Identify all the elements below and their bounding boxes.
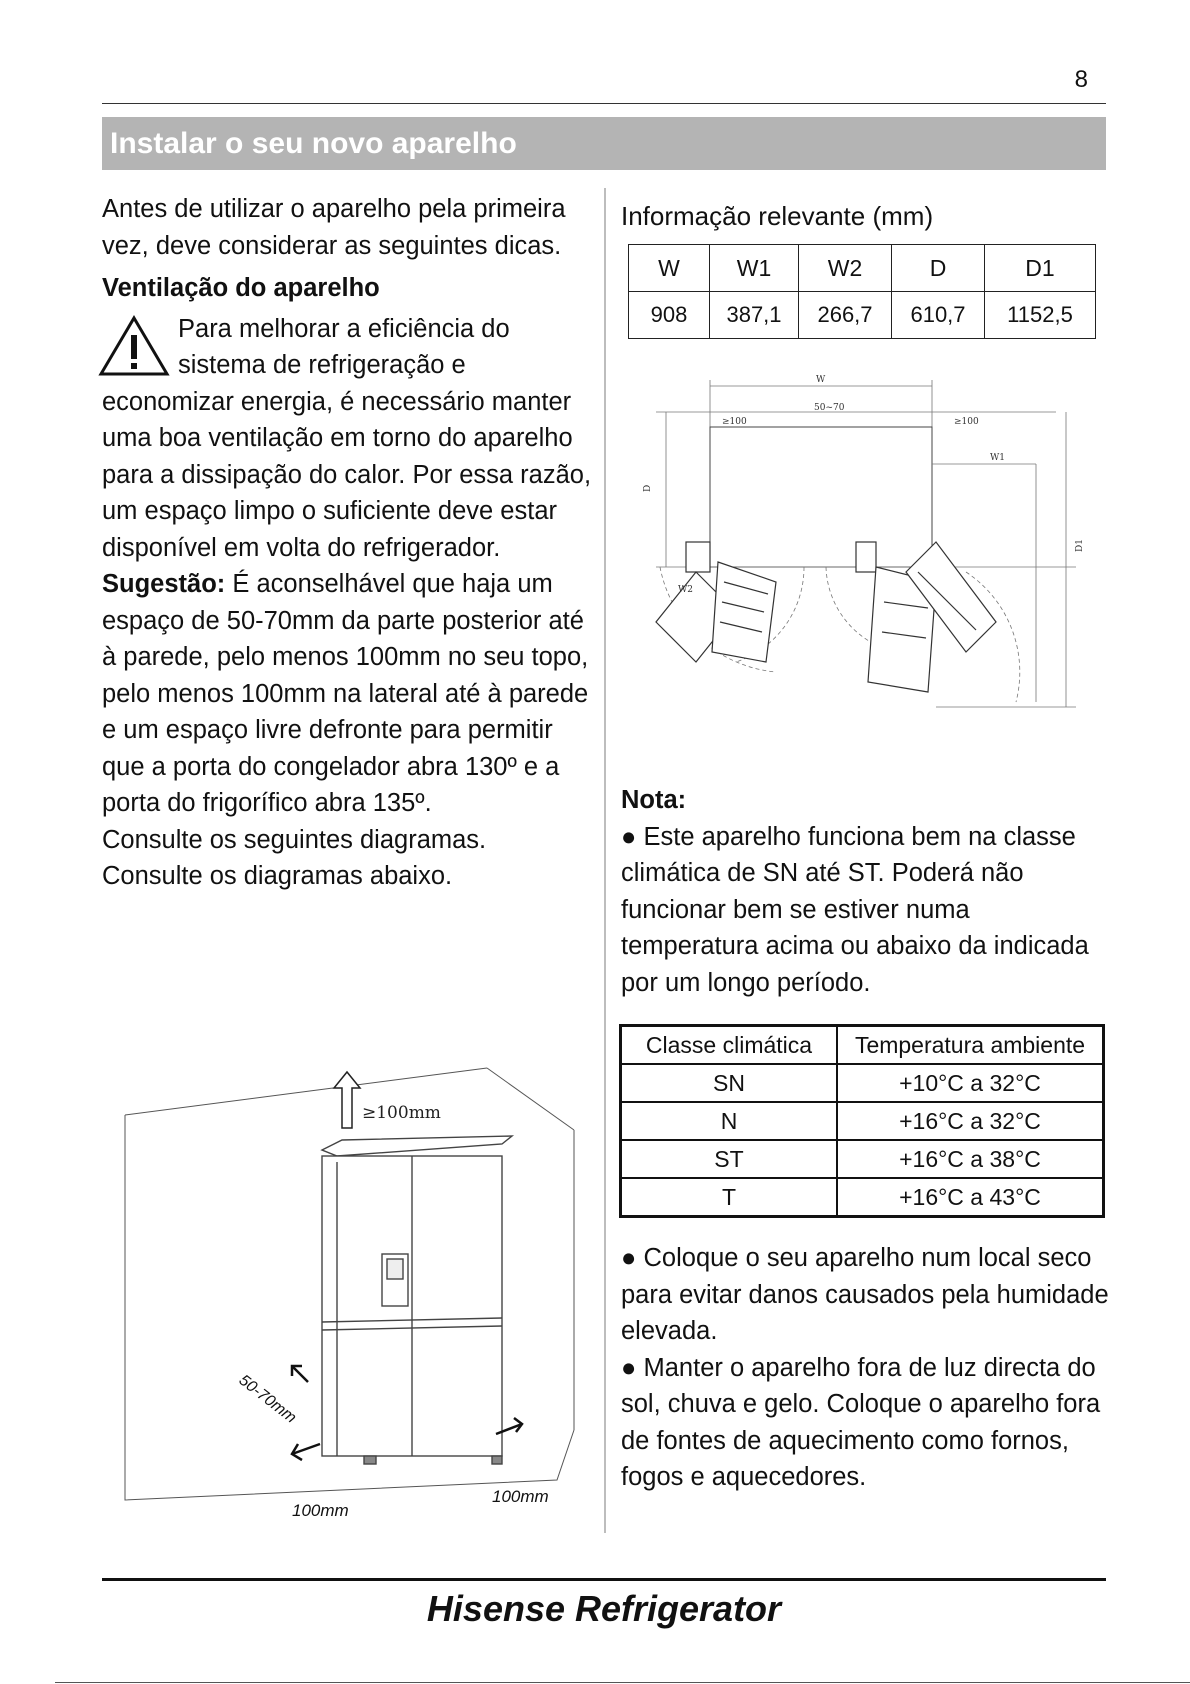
left-clearance-arrow — [292, 1444, 320, 1460]
dimensions-header-row — [629, 245, 1096, 292]
climate-class-cell: ST — [621, 1140, 838, 1178]
temperature-range-cell: +16°C a 43°C — [837, 1178, 1104, 1217]
back-clearance-label: 50-70mm — [235, 1371, 300, 1427]
tip-bullet-1 — [621, 1240, 1111, 1350]
tip-bullet-2 — [621, 1350, 1111, 1496]
intro-paragraph: Antes de utilizar o aparelho pela primeira vez, deve considerar as seguintes dicas. — [102, 195, 566, 260]
fridge-top-outline — [710, 427, 932, 567]
left-doors-open — [656, 542, 776, 662]
suggestion-text: É aconselhável que haja um espaço de 50-70mm da parte posterior até à parede, pelo menos 100mm no seu topo, pelo menos 100mm na lateral até à parede e um espaço livre defronte para permitir que a porta do congelador abra 130º e a porta do frigorífico abra 135º. — [102, 570, 589, 817]
dim-value-d: 610,7 — [892, 292, 985, 339]
dim-value-w1: 387,1 — [710, 292, 799, 339]
dimensions-title: Informação relevante (mm) — [621, 201, 934, 231]
warning-icon — [98, 315, 170, 377]
page-bottom-line — [55, 1682, 1190, 1683]
note-title: Nota: — [621, 786, 687, 814]
w2-dimension-label: W2 — [678, 585, 693, 595]
dim-header-d1: D1 — [985, 245, 1096, 292]
dimensions-value-row — [629, 292, 1096, 339]
left-clearance-label: 100mm — [292, 1501, 349, 1520]
d-dimension-label: D — [643, 484, 653, 492]
climate-header-class: Classe climática — [621, 1026, 838, 1065]
table-row — [621, 1064, 1104, 1102]
dimensions-table — [628, 244, 1096, 339]
dim-header-w: W — [629, 245, 710, 292]
page-number: 8 — [1074, 66, 1088, 93]
dim-value-d1: 1152,5 — [985, 292, 1096, 339]
w-dimension-label: W — [816, 375, 826, 385]
bullet-dot-icon: ● — [621, 822, 637, 851]
column-divider — [604, 188, 606, 1533]
consult-line-1: Consulte os seguintes diagramas. — [102, 825, 487, 854]
tip-bullet-1-text: Coloque o seu aparelho num local seco para evitar danos causados pela humidade elevada. — [621, 1244, 1109, 1345]
right-side-gap-label: ≥100 — [954, 417, 979, 427]
suggestion-label: Sugestão: — [102, 570, 226, 598]
climate-header-temperature: Temperatura ambiente — [837, 1026, 1104, 1065]
climate-class-cell: T — [621, 1178, 838, 1217]
dim-value-w2: 266,7 — [799, 292, 892, 339]
room-side-wall-top — [487, 1068, 574, 1130]
back-gap-label: 50~70 — [814, 403, 845, 413]
right-doors-open — [856, 542, 996, 692]
footer-rule — [102, 1578, 1106, 1581]
note-block — [621, 782, 1106, 1001]
brand-footer: Hisense Refrigerator — [426, 1588, 782, 1629]
climate-class-table — [619, 1024, 1105, 1218]
note-bullet-1-text: Este aparelho funciona bem na classe climática de SN até ST. Poderá não funcionar bem se estiver numa temperatura acima ou abaixo da indicada por um longo período. — [621, 822, 1089, 997]
climate-header-row — [621, 1026, 1104, 1065]
ventilation-heading: Ventilação do aparelho — [102, 274, 380, 302]
right-clearance-label: 100mm — [492, 1487, 549, 1506]
ventilation-text: Para melhorar a eficiência do sistema de refrigeração e economizar energia, é necessário manter uma boa ventilação em torno do aparelho para a dissipação do calor. Por essa razão, um espaço limpo o suficiente deve estar disponível em volta do refrigerador. — [102, 314, 592, 562]
note-bullet-1 — [621, 819, 1106, 1002]
right-column — [621, 196, 1111, 236]
placement-tips — [621, 1240, 1111, 1496]
climate-class-cell: SN — [621, 1064, 838, 1102]
temperature-range-cell: +16°C a 32°C — [837, 1102, 1104, 1140]
back-clearance-arrow — [292, 1366, 308, 1382]
left-column — [102, 191, 592, 895]
refrigerator-illustration — [322, 1136, 512, 1464]
temperature-range-cell: +10°C a 32°C — [837, 1064, 1104, 1102]
top-clearance-arrow — [334, 1072, 360, 1128]
dim-header-d: D — [892, 245, 985, 292]
ventilation-warning — [102, 311, 592, 567]
dim-header-w2: W2 — [799, 245, 892, 292]
table-row — [621, 1178, 1104, 1217]
w1-dimension-label: W1 — [990, 453, 1005, 463]
header-rule — [102, 103, 1106, 104]
bullet-dot-icon: ● — [621, 1244, 637, 1272]
section-title: Instalar o seu novo aparelho — [102, 117, 1106, 170]
climate-class-cell: N — [621, 1102, 838, 1140]
left-side-gap-label: ≥100 — [722, 417, 747, 427]
suggestion-paragraph — [102, 566, 592, 822]
table-row — [621, 1140, 1104, 1178]
d1-dimension-label: D1 — [1075, 539, 1085, 552]
table-row — [621, 1102, 1104, 1140]
installation-clearance-diagram — [112, 1060, 592, 1530]
top-clearance-label: ≥100mm — [362, 1103, 441, 1123]
consult-line-2: Consulte os diagramas abaixo. — [102, 862, 453, 890]
temperature-range-cell: +16°C a 38°C — [837, 1140, 1104, 1178]
bullet-dot-icon: ● — [621, 1353, 637, 1382]
dim-value-w: 908 — [629, 292, 710, 339]
dim-header-w1: W1 — [710, 245, 799, 292]
top-view-dimensions-diagram — [636, 372, 1098, 718]
tip-bullet-2-text: Manter o aparelho fora de luz directa do sol, chuva e gelo. Coloque o aparelho fora de fontes de aquecimento como fornos, fogos e aquecedores. — [621, 1353, 1101, 1491]
